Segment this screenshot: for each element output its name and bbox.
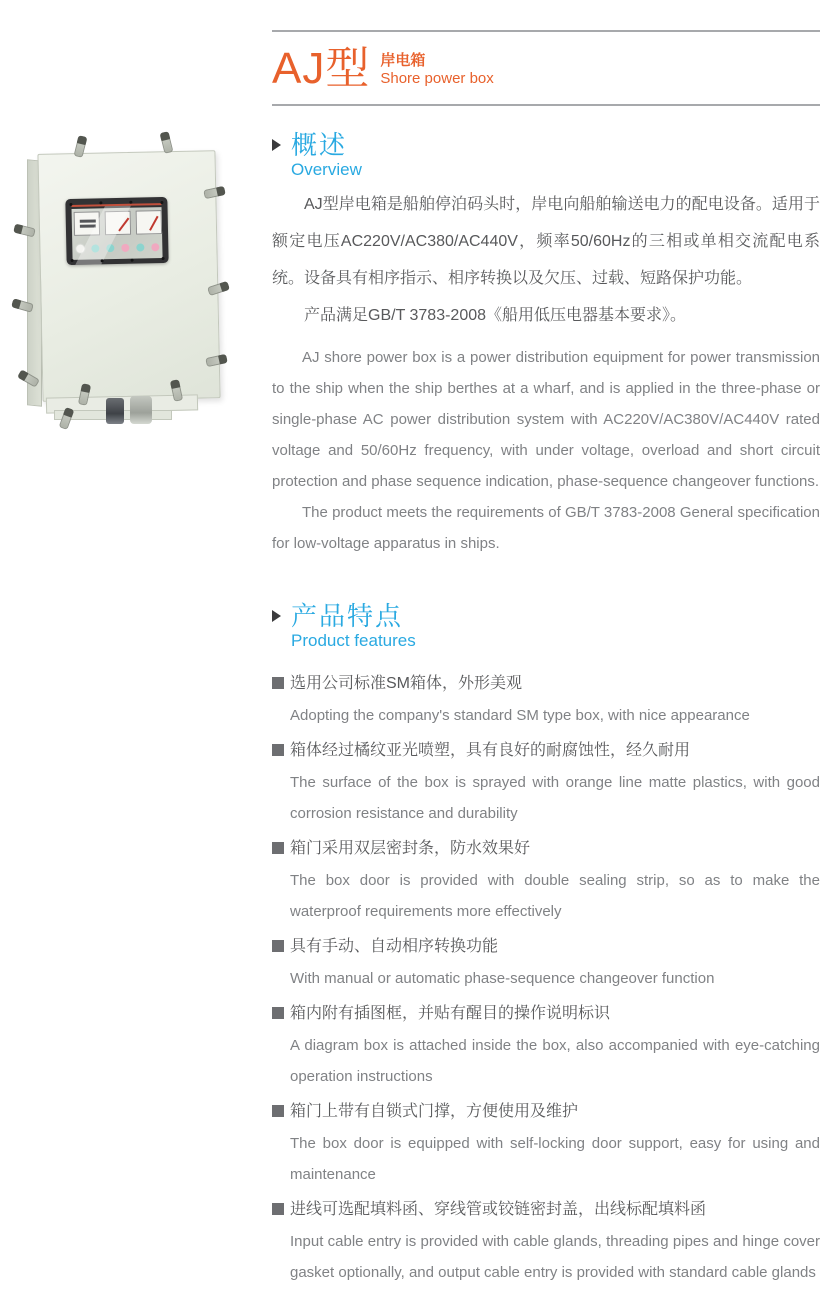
- feature-item: [272, 930, 820, 994]
- cable-gland-dark: [106, 398, 124, 424]
- product-name-cn: 岸电箱: [380, 52, 426, 69]
- feature-cn: 选用公司标准SM箱体，外形美观: [290, 675, 523, 692]
- features-section: [272, 601, 820, 1288]
- feature-en: A diagram box is attached inside the box, also accompanied with eye-catching operation instructions: [290, 1037, 820, 1085]
- feature-cn: 具有手动、自动相序转换功能: [290, 938, 499, 955]
- box-body: [37, 150, 220, 402]
- overview-paragraph-cn-2: 产品满足GB/T 3783-2008《船用低压电器基本要求》。: [304, 307, 687, 324]
- features-heading-en: Product features: [291, 631, 416, 650]
- shore-power-box-photo: [14, 140, 262, 440]
- top-divider: [272, 30, 820, 32]
- feature-item: [272, 997, 820, 1092]
- feature-cn: 箱门采用双层密封条，防水效果好: [290, 840, 531, 857]
- feature-cn: 箱门上带有自锁式门撑，方便使用及维护: [290, 1103, 579, 1120]
- cable-gland-light: [130, 396, 152, 424]
- overview-heading-en: Overview: [291, 160, 362, 179]
- indicator-lamp-pink: [151, 243, 159, 251]
- feature-en: With manual or automatic phase-sequence changeover function: [290, 970, 715, 987]
- title-divider: [272, 104, 820, 106]
- bullet-square-icon: [272, 677, 284, 689]
- feature-item: [272, 734, 820, 829]
- section-arrow-icon: [272, 139, 281, 151]
- overview-heading: [272, 130, 820, 180]
- feature-en: The surface of the box is sprayed with orange line matte plastics, with good corrosion resistance and durability: [290, 774, 820, 822]
- ammeter: [136, 210, 162, 235]
- feature-en: Adopting the company's standard SM type box, with nice appearance: [290, 707, 750, 724]
- product-name-en: Shore power box: [380, 70, 494, 87]
- feature-item: [272, 667, 820, 731]
- overview-paragraph-en-1: AJ shore power box is a power distribution equipment for power transmission to the ship when the ship berthes at a wharf, and is applied in the three-phase or single-phase AC power distribution system with AC220V/AC380V/AC440V rated voltage and 50/60Hz frequency, with under voltage, overload and short circuit protection and phase sequence indication, phase-sequence changeover functions.: [272, 349, 820, 490]
- features-list: [272, 667, 820, 1288]
- overview-heading-cn: 概述: [291, 130, 348, 160]
- feature-en: Input cable entry is provided with cable glands, threading pipes and hinge cover gasket optionally, and output cable entry is provided with standard cable glands: [290, 1233, 820, 1281]
- bullet-square-icon: [272, 1007, 284, 1019]
- feature-item: [272, 1095, 820, 1190]
- feature-en: The box door is provided with double sealing strip, so as to make the waterproof requirements more effectively: [290, 872, 820, 920]
- feature-cn: 箱体经过橘纹亚光喷塑，具有良好的耐腐蚀性，经久耐用: [290, 742, 691, 759]
- bullet-square-icon: [272, 1105, 284, 1117]
- overview-paragraph-en-2: The product meets the requirements of GB/T 3783-2008 General specification for low-voltage apparatus in ships.: [272, 504, 820, 552]
- bullet-square-icon: [272, 1203, 284, 1215]
- page-title: [272, 46, 820, 92]
- features-heading-cn: 产品特点: [291, 601, 404, 631]
- section-arrow-icon: [272, 610, 281, 622]
- feature-en: The box door is equipped with self-locking door support, easy for using and maintenance: [290, 1135, 820, 1183]
- meter-window: [65, 197, 168, 265]
- features-heading: [272, 601, 820, 651]
- window-glass: [72, 207, 163, 260]
- bullet-square-icon: [272, 940, 284, 952]
- bullet-square-icon: [272, 744, 284, 756]
- bullet-square-icon: [272, 842, 284, 854]
- feature-item: [272, 1193, 820, 1288]
- overview-paragraph-cn-1: AJ型岸电箱是船舶停泊码头时，岸电向船舶输送电力的配电设备。适用于额定电压AC220V/AC380/AC440V，频率50/60Hz的三相或单相交流配电系统。设备具有相序指示、相序转换以及欠压、过载、短路保护功能。: [272, 196, 820, 287]
- model-name: AJ型: [272, 44, 371, 93]
- indicator-lamp-teal: [136, 243, 144, 251]
- feature-cn: 进线可选配填料函、穿线管或铰链密封盖，出线标配填料函: [290, 1201, 707, 1218]
- feature-cn: 箱内附有插图框，并贴有醒目的操作说明标识: [290, 1005, 611, 1022]
- feature-item: [272, 832, 820, 927]
- content-column: [272, 0, 820, 1291]
- overview-section: [272, 130, 820, 559]
- indicator-lamp-pink: [121, 244, 129, 252]
